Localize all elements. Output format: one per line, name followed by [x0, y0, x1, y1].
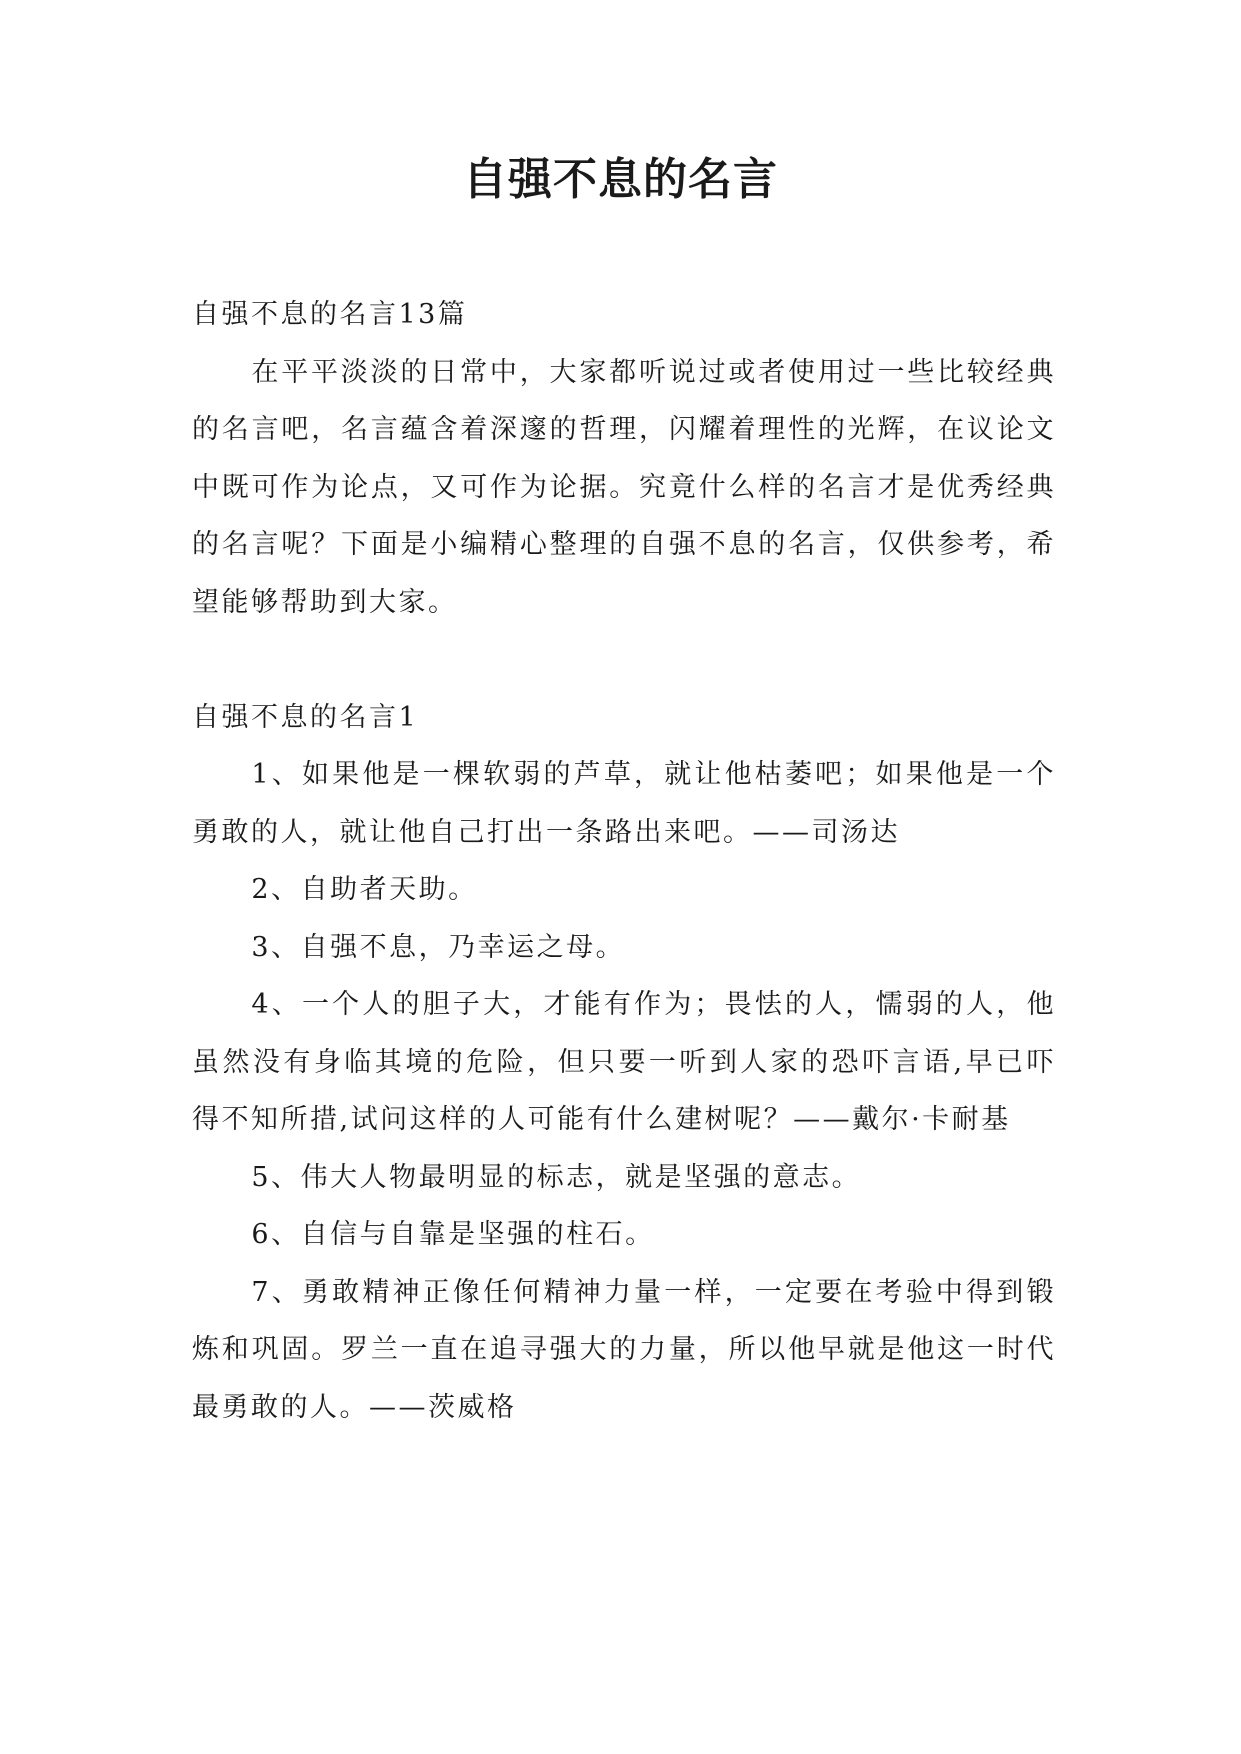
document-body	[192, 286, 1056, 1436]
quote-item-4: 4、一个人的胆子大，才能有作为；畏怯的人，懦弱的人，他虽然没有身临其境的危险，但只要一听到人家的恐吓言语,早已吓得不知所措,试问这样的人可能有什么建树呢？——戴尔·卡耐基	[192, 989, 1056, 1135]
intro-paragraph: 在平平淡淡的日常中，大家都听说过或者使用过一些比较经典的名言吧，名言蕴含着深邃的哲理，闪耀着理性的光辉，在议论文中既可作为论点，又可作为论据。究竟什么样的名言才是优秀经典的名言呢？下面是小编精心整理的自强不息的名言，仅供参考，希望能够帮助到大家。	[192, 356, 1056, 618]
quote-item-7: 7、勇敢精神正像任何精神力量一样，一定要在考验中得到锻炼和巩固。罗兰一直在追寻强大的力量，所以他早就是他这一时代最勇敢的人。——茨威格	[192, 1276, 1056, 1423]
quote-item-2: 2、自助者天助。	[251, 874, 478, 905]
subtitle: 自强不息的名言13篇	[192, 299, 468, 330]
quote-item-6: 6、自信与自靠是坚强的柱石。	[251, 1219, 655, 1250]
quote-item-3: 3、自强不息，乃幸运之母。	[251, 931, 626, 963]
section-spacer	[192, 631, 1056, 689]
section-heading: 自强不息的名言1	[192, 701, 419, 733]
quote-item-5: 5、伟大人物最明显的标志，就是坚强的意志。	[251, 1161, 862, 1193]
document-title: 自强不息的名言	[463, 154, 778, 205]
quote-item-1: 1、如果他是一棵软弱的芦草，就让他枯萎吧；如果他是一个勇敢的人，就让他自己打出一条路出来吧。——司汤达	[192, 759, 1056, 848]
